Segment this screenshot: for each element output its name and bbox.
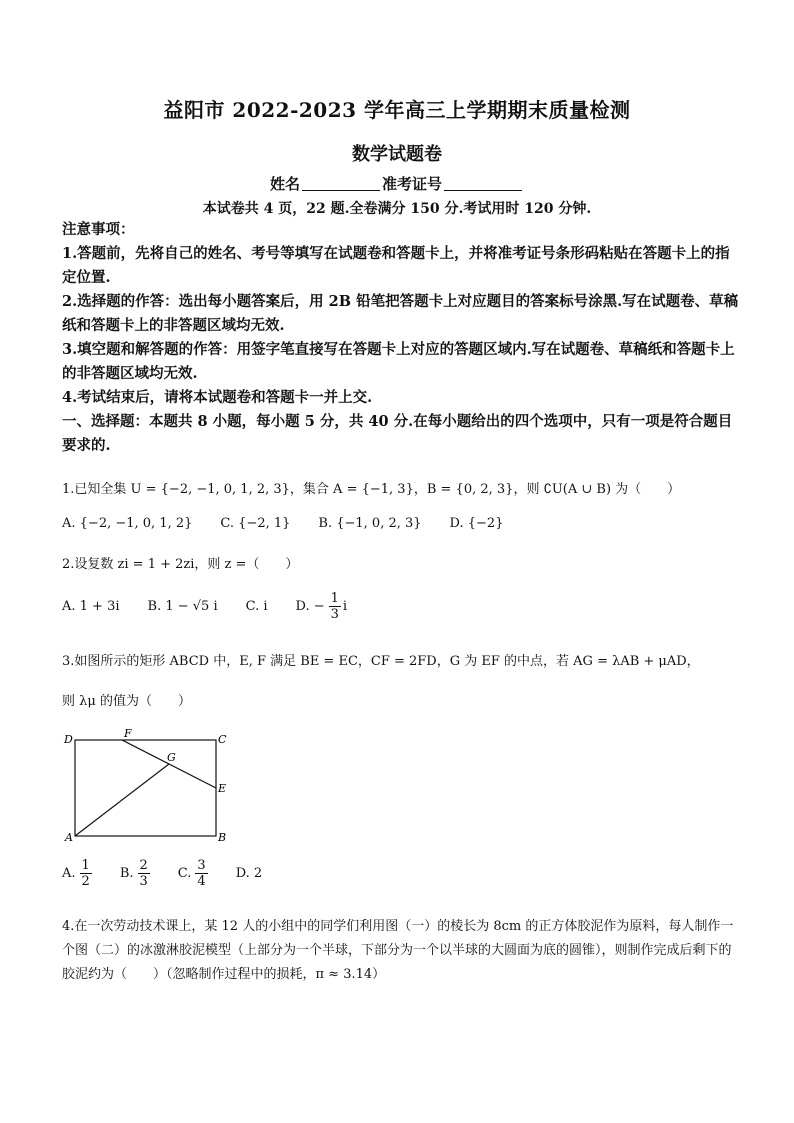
rectangle-abcd	[75, 740, 216, 836]
option-b[interactable]: B. {−1, 0, 2, 3}	[318, 516, 422, 531]
label-g: G	[167, 751, 176, 764]
label-d: D	[64, 733, 73, 746]
question-2-options	[62, 591, 742, 622]
question-4	[62, 915, 742, 987]
option-d[interactable]	[296, 591, 348, 622]
exam-title: 益阳市 2022-2023 学年高三上学期期末质量检测	[163, 98, 631, 122]
label-c: C	[218, 733, 227, 746]
exam-id-label: 准考证号	[382, 175, 443, 193]
exam-info: 本试卷共 4 页，22 题.全卷满分 150 分.考试用时 120 分钟.	[202, 201, 592, 217]
question-3-line1: 3.如图所示的矩形 ABCD 中，E, F 满足 BE = EC，CF = 2FD，G 为 EF 的中点，若 AG = λAB + μAD，	[62, 654, 700, 669]
option-b[interactable]: B. 1 − √5 i	[147, 598, 218, 614]
fraction	[80, 858, 92, 889]
label-b: B	[218, 831, 227, 843]
question-4-text: 4.在一次劳动技术课上，某 12 人的小组中的同学们利用图（一）的棱长为 8cm 的正方体胶泥作为原料，每人制作一个图（二）的冰激淋胶泥模型（上部分为一个半球，下部分为一个以半球的大圆面为底的圆锥），则制作完成后剩下的胶泥约为（ ）（忽略制作过程中的损耗，π ≈ 3.14）	[62, 919, 734, 982]
question-1-text: 1.已知全集 U = {−2, −1, 0, 1, 2, 3}，集合 A = {−1, 3}，B = {0, 2, 3}，则 ∁U(A ∪ B) 为（ ）	[62, 482, 681, 497]
fraction-numerator: 1	[330, 591, 339, 606]
fraction-numerator: 1	[81, 858, 90, 873]
option-c[interactable]: C. {−2, 1}	[220, 516, 291, 531]
question-1	[62, 480, 742, 534]
option-a[interactable]: A. 1 + 3i	[62, 598, 120, 614]
name-label: 姓名	[269, 175, 300, 193]
exam-subtitle: 数学试题卷	[352, 144, 442, 165]
fraction-denominator: 2	[81, 874, 90, 889]
fraction-denominator: 3	[139, 874, 148, 889]
option-b[interactable]	[120, 858, 150, 889]
option-c[interactable]: C. i	[245, 598, 268, 614]
label-f: F	[124, 728, 132, 740]
notes-section	[62, 218, 742, 458]
option-label: B.	[119, 865, 134, 881]
option-c[interactable]	[178, 858, 208, 889]
note-item: 3.填空题和解答题的作答：用签字笔直接写在答题卡上对应的答题区域内.写在试题卷、草稿纸和答题卡上的非答题区域均无效.	[62, 341, 735, 382]
fraction-numerator: 3	[197, 858, 206, 873]
note-item: 1.答题前，先将自己的姓名、考号等填写在试题卷和答题卡上，并将准考证号条形码粘贴在答题卡上的指定位置.	[62, 245, 730, 286]
fraction-denominator: 3	[330, 607, 339, 622]
question-2	[62, 555, 742, 622]
rectangle-diagram	[60, 728, 240, 843]
name-blank[interactable]	[302, 176, 380, 191]
notes-heading: 注意事项：	[62, 221, 135, 238]
question-3-line2: 则 λμ 的值为（ ）	[62, 694, 191, 709]
question-1-options	[62, 514, 742, 534]
question-3-options	[62, 858, 742, 889]
note-item: 2.选择题的作答：选出每小题答案后，用 2B 铅笔把答题卡上对应题目的答案标号涂黑.写在试题卷、草稿纸和答题卡上的非答题区域均无效.	[62, 293, 739, 334]
option-label: C.	[177, 865, 192, 881]
rectangle-figure	[60, 728, 240, 847]
note-item: 4.考试结束后，请将本试题卷和答题卡一并上交.	[62, 389, 373, 406]
option-d-suffix: i	[342, 598, 348, 614]
label-e: E	[218, 782, 227, 795]
option-label: A.	[62, 865, 76, 881]
fraction	[329, 591, 341, 622]
option-d-prefix: D. −	[295, 598, 325, 614]
fraction-numerator: 2	[139, 858, 148, 873]
segment-ag	[75, 764, 169, 836]
section-heading: 一、选择题：本题共 8 小题，每小题 5 分，共 40 分.在每小题给出的四个选项中，只有一项是符合题目要求的.	[62, 413, 733, 454]
option-a[interactable]	[62, 858, 92, 889]
option-d[interactable]: D. {−2}	[449, 516, 504, 531]
question-3	[62, 652, 742, 712]
option-a[interactable]: A. {−2, −1, 0, 1, 2}	[62, 516, 193, 531]
label-a: A	[65, 831, 73, 843]
question-2-text: 2.设复数 zi = 1 + 2zi，则 z =（ ）	[62, 557, 299, 572]
fraction	[195, 858, 207, 889]
fraction	[138, 858, 150, 889]
option-d[interactable]: D. 2	[235, 865, 263, 881]
candidate-info-row	[0, 173, 794, 194]
exam-id-blank[interactable]	[444, 176, 522, 191]
fraction-denominator: 4	[197, 874, 206, 889]
